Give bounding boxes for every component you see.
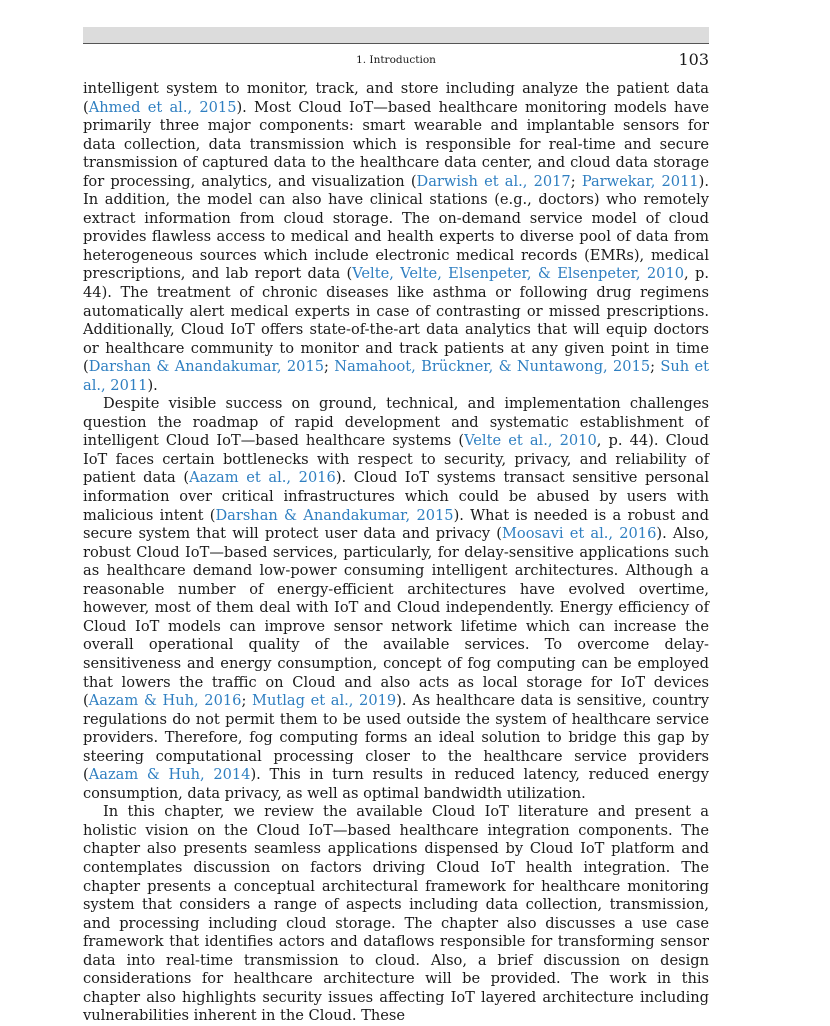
text-run: ). As healthcare data is sensitive, country regulations do not permit them to be used outside the system of healthcare service providers. Therefore, fog computing forms an ideal solution to bridge this gap by steering computational processing closer to the healthcare service providers ( <box>83 692 709 784</box>
text-run: Despite visible success on ground, technical, and implementation challenges question the roadmap of rapid development and systematic establishment of intelligent Cloud IoT—based healthcare systems ( <box>83 395 709 450</box>
section-title: 1. Introduction <box>356 54 436 66</box>
citation-link[interactable]: Ahmed et al., 2015 <box>88 98 237 116</box>
text-run: ). In addition, the model can also have clinical stations (e.g., doctors) who remotely extract information from cloud storage. The on-demand service model of cloud provides flawless access to medical and health experts to diverse pool of data from heterogeneous sources which include electronic medical records (EMRs), medical prescriptions, and lab report data ( <box>83 172 709 283</box>
citation-link[interactable]: Aazam & Huh, 2016 <box>88 692 242 710</box>
text-run: ; <box>570 172 582 190</box>
text-run: In this chapter, we review the available Cloud IoT literature and present a holistic vision on the Cloud IoT—based healthcare integration components. The chapter also presents seamless applications dispensed by Cloud IoT platform and contemplates discussion on factors driving Cloud IoT health integration. The chapter presents a conceptual architectural framework for healthcare monitoring system that considers a range of aspects including data collection, transmission, and processing including cloud storage. The chapter also discusses a use case framework that identifies actors and dataflows responsible for transforming sensor data into real-time transmission to cloud. Also, a brief discussion on design considerations for healthcare architecture will be provided. The work in this chapter also highlights security issues affecting IoT layered architecture including vulnerabilities inherent in the Cloud. These <box>83 803 709 1025</box>
body-text <box>83 80 709 1026</box>
citation-link[interactable]: Velte et al., 2010 <box>464 432 597 450</box>
paragraph <box>83 395 709 803</box>
citation-link[interactable]: Aazam & Huh, 2014 <box>88 766 251 784</box>
citation-link[interactable]: Suh et al., 2011 <box>83 358 710 394</box>
paragraph <box>83 803 709 1026</box>
running-head <box>83 52 709 70</box>
header-band <box>83 27 709 44</box>
citation-link[interactable]: Darwish et al., 2017 <box>416 172 571 190</box>
citation-link[interactable]: Velte, Velte, Elsenpeter, & Elsenpeter, 2010 <box>352 265 685 283</box>
citation-link[interactable]: Namahoot, Brückner, & Nuntawong, 2015 <box>334 358 651 376</box>
paragraph <box>83 80 709 395</box>
citation-link[interactable]: Moosavi et al., 2016 <box>501 525 657 543</box>
text-run: ; <box>324 358 335 376</box>
citation-link[interactable]: Mutlag et al., 2019 <box>252 692 397 710</box>
citation-link[interactable]: Darshan & Anandakumar, 2015 <box>88 358 325 376</box>
citation-link[interactable]: Darshan & Anandakumar, 2015 <box>215 506 454 524</box>
text-run: ). This in turn results in reduced latency, reduced energy consumption, data privacy, as well as optimal bandwidth utilization. <box>83 766 709 802</box>
text-run: , p. 44). Cloud IoT faces certain bottlenecks with respect to security, privacy, and reliability of patient data ( <box>83 432 709 487</box>
text-run: intelligent system to monitor, track, and store including analyze the patient data ( <box>83 80 709 116</box>
text-run: ; <box>241 692 253 710</box>
text-run: ; <box>650 358 661 376</box>
text-run: ). Cloud IoT systems transact sensitive personal information over critical infrastructures which could be abused by users with malicious intent ( <box>83 469 710 524</box>
text-run: ). Also, robust Cloud IoT—based services, particularly, for delay-sensitive applications such as healthcare demand low-power consuming intelligent architectures. Although a reasonable number of energy-efficient architectures have evolved overtime, however, most of them deal with IoT and Cloud independently. Energy efficiency of Cloud IoT models can improve sensor network lifetime which can increase the overall operational quality of the available services. To overcome delay-sensitiveness and energy consumption, concept of fog computing can be employed that lowers the traffic on Cloud and also acts as local storage for IoT devices ( <box>83 525 710 710</box>
citation-link[interactable]: Aazam et al., 2016 <box>189 469 336 487</box>
text-run: ). <box>147 376 158 394</box>
text-run: ). What is needed is a robust and secure system that will protect user data and privacy ( <box>83 506 709 543</box>
text-run: , p. 44). The treatment of chronic diseases like asthma or following drug regimens automatically alert medical experts in case of contrasting or missed prescriptions. Additionally, Cloud IoT offers state-of-the-art data analytics that will equip doctors or healthcare community to monitor and track patients at any given point in time ( <box>83 265 709 376</box>
text-run: ). Most Cloud IoT—based healthcare monitoring models have primarily three major components: smart wearable and implantable sensors for data collection, data transmission which is responsible for real-time and secure transmission of captured data to the healthcare data center, and cloud data storage for processing, analytics, and visualization ( <box>83 98 709 190</box>
citation-link[interactable]: Parwekar, 2011 <box>581 172 699 190</box>
page-number: 103 <box>678 50 709 69</box>
